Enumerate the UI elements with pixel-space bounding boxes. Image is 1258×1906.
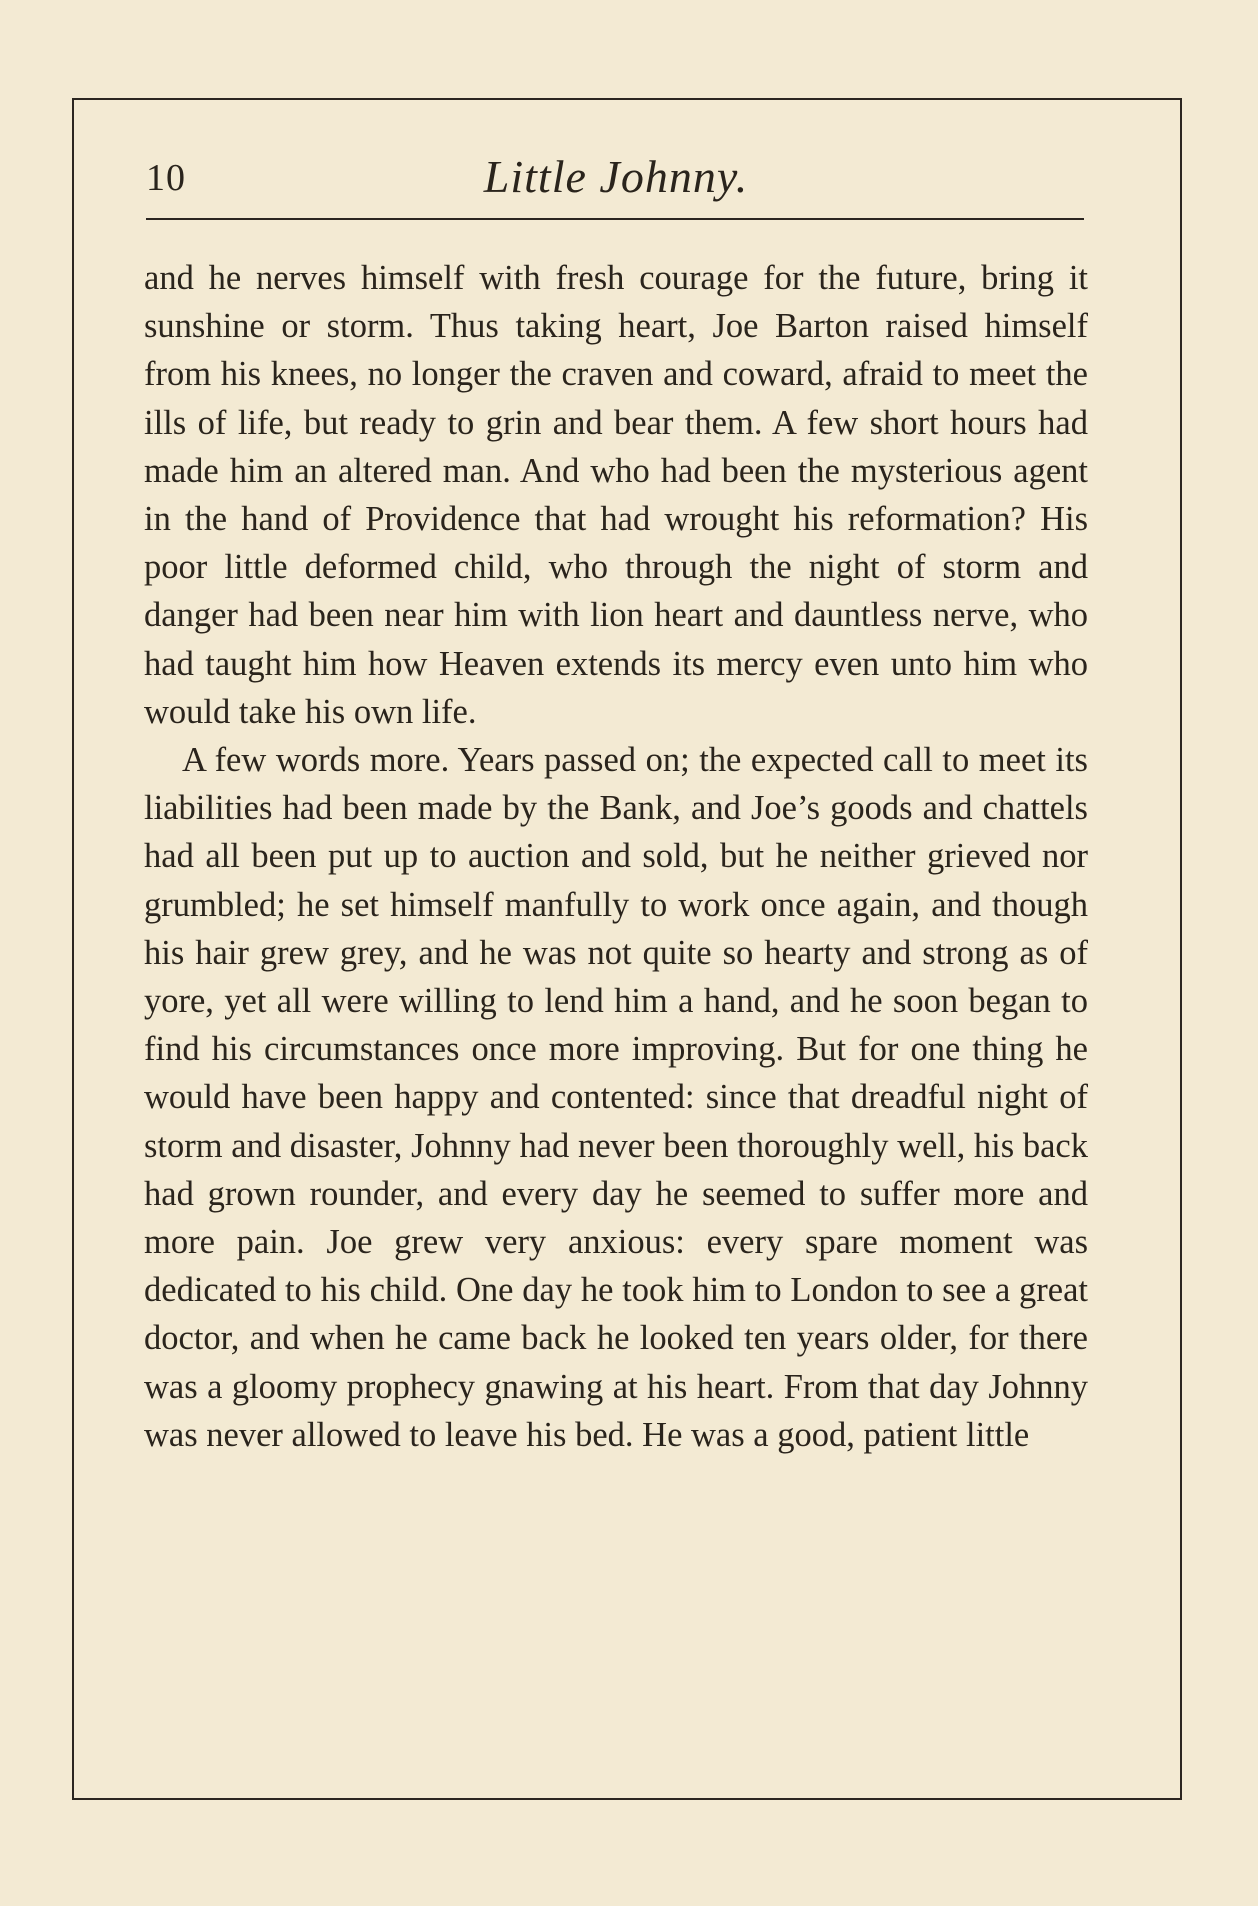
running-title: Little Johnny. [483,151,749,202]
running-head [146,150,1086,210]
page-number: 10 [146,157,186,199]
body-text [144,254,1088,1459]
paragraph-1: and he nerves himself with fresh courage for the future, bring it sunshine or storm. Thus taking heart, Joe Barton raised himself from his knees, no longer the craven and coward, afraid to meet the ills of life, but ready to grin and bear them. A few short hours had made him an altered man. And who had been the mysterious agent in the hand of Providence that had wrought his reformation? His poor little deformed child, who through the night of storm and danger had been near him with lion heart and dauntless nerve, who had taught him how Heaven extends its mercy even unto him who would take his own life. [144,259,1088,731]
paragraph-2: A few words more. Years passed on; the expected call to meet its liabilities had been made by the Bank, and Joe’s goods and chattels had all been put up to auction and sold, but he neither grieved nor grumbled; he set himself manfully to work once again, and though his hair grew grey, and he was not quite so hearty and strong as of yore, yet all were willing to lend him a hand, and he soon began to find his circumstances once more improving. But for one thing he would have been happy and contented: since that dreadful night of storm and disaster, Johnny had never been thoroughly well, his back had grown rounder, and every day he seemed to suffer more and more pain. Joe grew very anxious: every spare moment was dedicated to his child. One day he took him to London to see a great doctor, and when he came back he looked ten years older, for there was a gloomy prophecy gnawing at his heart. From that day Johnny was never allowed to leave his bed. He was a good, patient little [144,741,1088,1454]
header-rule [146,218,1084,220]
